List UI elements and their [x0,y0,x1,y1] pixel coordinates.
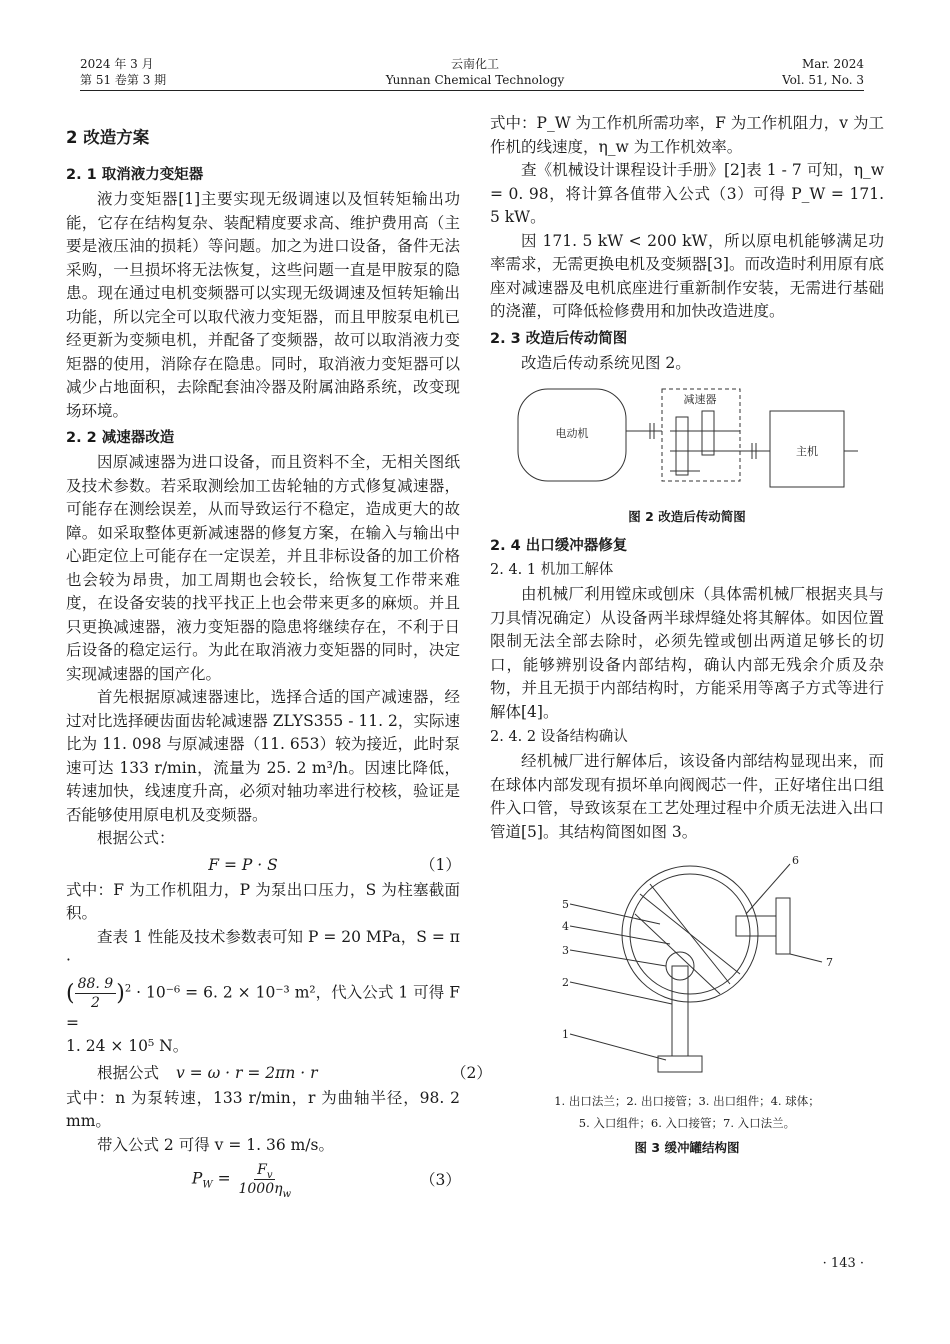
figure-2-caption: 图 2 改造后传动简图 [628,509,746,524]
inlet-flange [776,898,790,954]
figure-2 [490,381,884,525]
journal-name-cn: 云南化工 [450,57,499,71]
header-volume-en: Vol. 51, No. 3 [782,73,864,87]
label-1: 1 [562,1028,569,1041]
figure-3-legend-line1: 1. 出口法兰；2. 出口接管；3. 出口组件；4. 球体； [554,1094,820,1108]
equation-3-fraction [235,1161,294,1198]
main-machine-label: 主机 [796,445,818,458]
fraction-bottom: 2 [90,994,100,1011]
left-column [66,110,492,1200]
subsection-2-4-title: 2. 4 出口缓冲器修复 [490,538,628,554]
equation-1 [66,853,460,877]
equation-3-numerator: F [257,1162,267,1178]
paragraph-2-4-1: 由机械厂利用镗床或刨床（具体需机械厂根据夹具与刀具情况确定）从设备两半球焊缝处将其解体。如因位置限制无法全部去除时，必须先镗或刨出两道足够长的切口，能够辨别设备内部结构，确认内部无残余介质及杂物，并且无损于内部结构时，方能采用等离子方式等进行解体[4]。 [490,585,884,721]
equation-3-number: （3） [420,1170,461,1189]
equation-3-lhs: P [191,1169,203,1188]
label-6: 6 [792,854,799,867]
subsection-2-3-title: 2. 3 改造后传动简图 [490,330,628,347]
paragraph-eq1-calc-line2: ( $\frac{88. 9}{2}$ )$^2$ · 10⁻⁶ = 6. 2 × 10⁻³ m²，代入公式 1 可得 F = [66,975,460,1032]
calc-text-b: · 10⁻⁶ = 6. 2 × 10⁻³ m²，代入公式 1 可得 F = [66,983,460,1032]
header-date-en: Mar. 2024 [801,57,864,71]
figure-3 [490,854,884,1156]
figure-3-legend-line2: 5. 入口组件；6. 入口接管；7. 入口法兰。 [578,1116,796,1130]
label-5: 5 [562,898,569,911]
subsection-2-4-2-title: 2. 4. 2 设备结构确认 [490,729,628,745]
paragraph-2-3: 改造后传动系统见图 2。 [521,353,691,372]
label-7: 7 [826,956,833,969]
equation-1-body: F = P · S [208,855,278,874]
paragraph-2-2-b: 首先根据原减速器速比，选择合适的国产减速器，经过对比选择硬齿面齿轮减速器 ZLYS355 - 11. 2，实际速比为 11. 098 与原减速器（11. 653）较为接近，此时泵速可达 133 r/min，流量为 25. 2 m³/h。因速比降低，转速加快，线速度升高，必须对轴功率进行校核，验证是否能够使用原电机及变频器。 [66,688,460,824]
label-4: 4 [562,920,569,933]
equation-2-number: （2） [451,1063,492,1082]
equation-3-denominator: 1000η [238,1181,283,1197]
header-date: 2024 年 3 月 [80,57,154,71]
paragraph-2-4-2: 经机械厂进行解体后，该设备内部结构显现出来，而在球体内部发现有损坏单向阀阀芯一件，正好堵住出口组件入口管，导致该泵在工艺处理过程中介质无法进入出口管道[5]。其结构简图如图 3。 [490,752,884,841]
paragraph-2-2-a: 因原减速器为进口设备，而且资料不全，无相关图纸及技术参数。若采取测绘加工齿轮轴的方式修复减速器，可能存在测绘误差，从而导致运行不稳定，造成更大的故障。如采取整体更新减速器的修复方案，在输入与输出中心距定位上可能存在一定误差，并且非标设备的加工价格也会较为昂贵，加工周期也会较长，给恢复工作带来难度，在设备安装的找平找正上也会带来更多的麻烦。并且只更换减速器，液力变矩器的隐患将继续存在，不利于日后设备的稳定运行。为此在取消液力变矩器的同时，决定实现减速器的国产化。 [66,453,460,683]
paragraph-2-1: 液力变矩器[1]主要实现无级调速以及恒转矩输出功能，它存在结构复杂、装配精度要求高、维护费用高（主要是液压油的损耗）等问题。加之为进口设备，备件无法采购，一旦损坏将无法恢复，这些问题一直是甲胺泵的隐患。现在通过电机变频器可以实现无级调速及恒转矩输出功能，所以完全可以取代液力变矩器，而且甲胺泵电机已经更新为变频电机，并配备了变频器，故可以取消液力变矩器的使用，消除存在隐患。同时，取消液力变矩器可以减少占地面积，去除配套油冷器及附属油路系统，改变现场环境。 [66,190,460,420]
paragraph-eq2-result: 带入公式 2 可得 v = 1. 36 m/s。 [97,1135,334,1154]
equation-3: $P_W$ = $\frac{F_v}{1000\eta_w}$ （3） [191,1162,461,1200]
equation-1-number: （1） [420,855,461,874]
motor-label: 电动机 [555,427,589,440]
page-number: · 143 · [822,1256,864,1271]
equation-2-body: v = ω · r = 2πn · r [176,1063,318,1082]
paragraph-eq1-calc [66,926,460,973]
equation-3-lhs-sub: W [202,1179,213,1191]
buffer-tank-diagram [490,854,884,1086]
fraction-top: 88. 9 [75,975,117,994]
label-2: 2 [562,976,569,989]
subsection-2-2-title: 2. 2 减速器改造 [66,430,175,446]
subsection-2-4-1-title: 2. 4. 1 机加工解体 [490,562,614,578]
equation-2-lead: 根据公式 [97,1063,160,1082]
equation-3-numerator-sub: v [266,1169,273,1181]
journal-name-en: Yunnan Chemical Technology [385,73,565,87]
label-3: 3 [562,944,569,957]
outlet-flange [658,1056,702,1072]
equation-2 [66,1061,492,1085]
paragraph-eq2-where: 式中：n 为泵转速，133 r/min，r 为曲轴半径，98. 2 mm。 [66,1088,460,1130]
calc-text-a: 查表 1 性能及技术参数表可知 P = 20 MPa，S = π · [66,927,460,969]
fraction-diameter [75,975,117,1012]
subsection-2-1-title: 2. 1 取消液力变矩器 [66,167,204,183]
section-title: 2 改造方案 [66,128,150,147]
paragraph-eq1-where: 式中：F 为工作机阻力，P 为泵出口压力，S 为柱塞截面积。 [66,880,460,922]
paragraph-power-check: 因 171. 5 kW < 200 kW，所以原电机能够满足功率需求，无需更换电机及变频器[3]。而改造时利用原有底座对减速器及电机底座进行重新制作安装，无需进行基础的浇灌，可降低检修费用和加快改造进度。 [490,231,884,320]
header-volume: 第 51 卷第 3 期 [80,73,167,87]
transmission-diagram [490,381,884,499]
header-rule [80,90,864,91]
reducer-label: 减速器 [683,393,717,406]
paragraph-eq3-calc: 查《机械设计课程设计手册》[2]表 1 - 7 可知，η_w = 0. 98，将计算各值带入公式（3）可得 P_W = 171. 5 kW。 [490,161,884,226]
figure-3-caption: 图 3 缓冲罐结构图 [634,1140,740,1155]
right-column [490,112,884,1162]
equation-3-denominator-sub: w [282,1188,292,1200]
paragraph-eq1-result: 1. 24 × 10⁵ N。 [66,1037,189,1055]
header-right [782,56,864,88]
paragraph-formula-intro: 根据公式： [97,829,175,847]
paragraph-eq3-where: 式中：P_W 为工作机所需功率，F 为工作机阻力，v 为工作机的线速度，η_w 为工作机效率。 [490,114,884,156]
